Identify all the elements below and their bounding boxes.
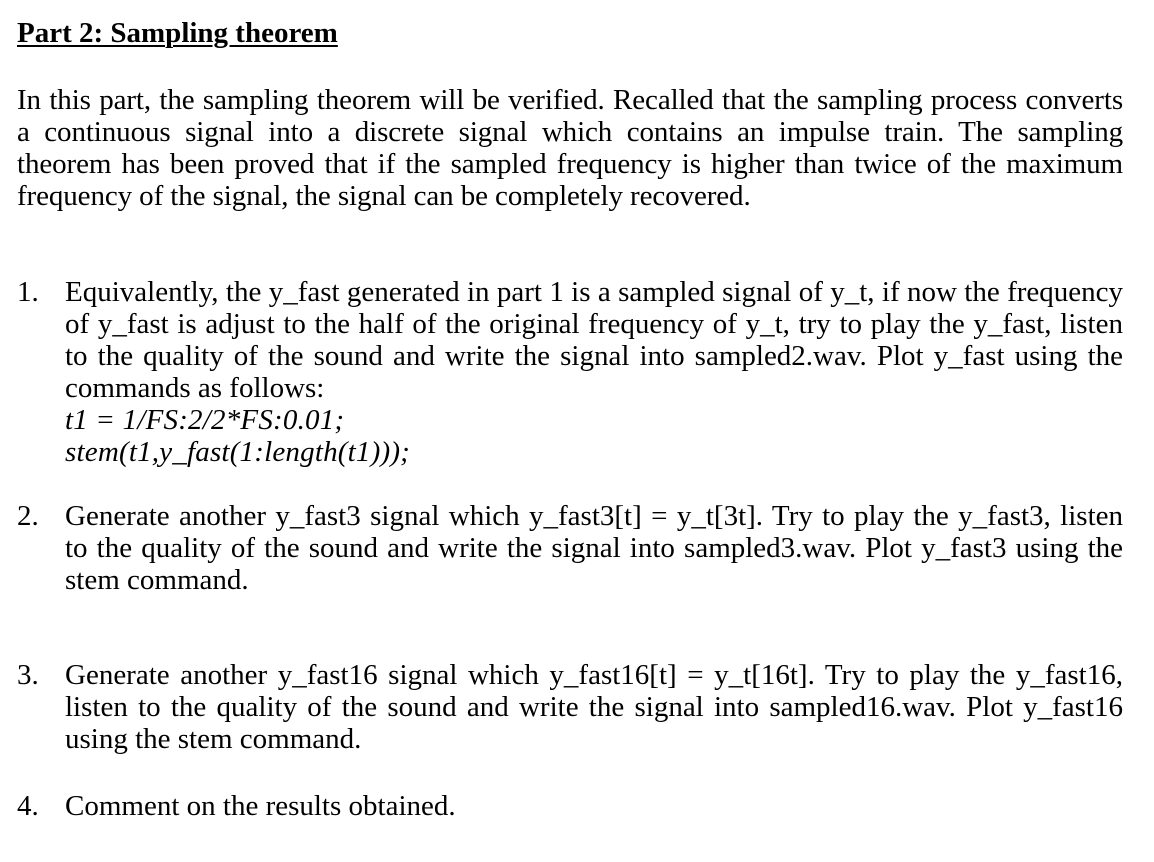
code-line: stem(t1,y_fast(1:length(t1))); — [65, 436, 411, 468]
task-item-1 — [17, 276, 1123, 468]
task-number: 3. — [17, 659, 39, 691]
task-item-3 — [17, 659, 1123, 755]
task-number: 4. — [17, 790, 39, 822]
task-item-4 — [17, 790, 1123, 822]
section-heading: Part 2: Sampling theorem — [17, 17, 338, 49]
task-text: Generate another y_fast16 signal which y_fast16[t] = y_t[16t]. Try to play the y_fast16, listen to the quality of the sound and write the signal into sampled16.wav. Plot y_fast16 using the stem command. — [65, 659, 1123, 755]
task-text: Equivalently, the y_fast generated in part 1 is a sampled signal of y_t, if now the frequency of y_fast is adjust to the half of the original frequency of y_t, try to play the y_fast, listen to the quality of the sound and write the signal into sampled2.wav. Plot y_fast using the commands as follows: — [65, 276, 1123, 404]
task-text: Comment on the results obtained. — [65, 790, 456, 822]
task-number: 2. — [17, 500, 39, 532]
task-number: 1. — [17, 276, 39, 308]
document-page — [17, 14, 1125, 822]
task-item-2 — [17, 500, 1123, 596]
task-text: Generate another y_fast3 signal which y_fast3[t] = y_t[3t]. Try to play the y_fast3, listen to the quality of the sound and write the signal into sampled3.wav. Plot y_fast3 using the stem command. — [65, 500, 1123, 596]
intro-paragraph: In this part, the sampling theorem will be verified. Recalled that the sampling process converts a continuous signal into a discrete signal which contains an impulse train. The sampling theorem has been proved that if the sampled frequency is higher than twice of the maximum frequency of the signal, the signal can be completely recovered. — [17, 84, 1123, 212]
code-line: t1 = 1/FS:2/2*FS:0.01; — [65, 404, 345, 436]
